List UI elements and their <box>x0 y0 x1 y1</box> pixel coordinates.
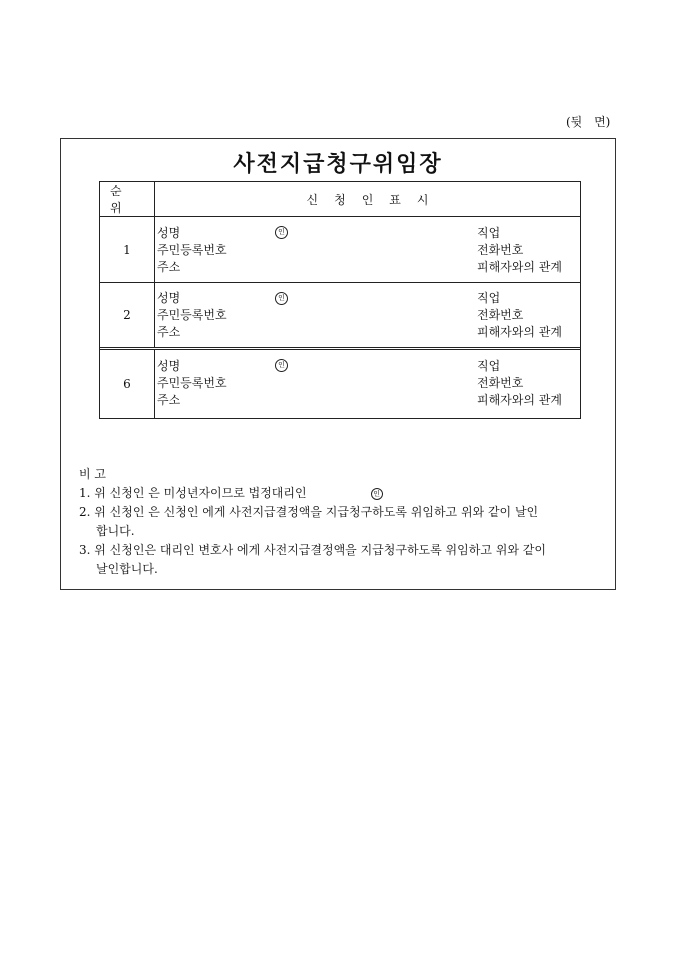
name-label: 성명 <box>157 291 181 305</box>
id-label: 주민등록번호 <box>157 308 227 322</box>
phone-label: 전화번호 <box>477 308 524 322</box>
table-row <box>100 217 580 283</box>
row-body <box>155 283 580 347</box>
remark-1-text: 1. 위 신청인 은 미성년자이므로 법정대리인 <box>79 486 307 500</box>
applicant-table <box>99 181 581 419</box>
relation-label: 피해자와의 관계 <box>477 325 562 339</box>
remarks-section <box>79 465 609 579</box>
page-side-label: (뒷 면) <box>566 115 611 129</box>
address-label: 주소 <box>157 393 181 407</box>
name-label: 성명 <box>157 359 181 373</box>
remark-1 <box>79 484 609 503</box>
relation-label: 피해자와의 관계 <box>477 260 562 274</box>
header-order: 순위 <box>100 182 155 216</box>
job-label: 직업 <box>477 291 501 305</box>
table-row <box>100 350 580 418</box>
address-label: 주소 <box>157 325 181 339</box>
document-title: 사전지급청구위임장 <box>233 151 443 177</box>
table-row <box>100 283 580 350</box>
remark-2-line-1: 2. 위 신청인 은 신청인 에게 사전지급결정액을 지급청구하도록 위임하고 위와 같이 날인 <box>79 505 539 519</box>
seal-mark-icon: 인 <box>275 359 288 372</box>
job-label: 직업 <box>477 359 501 373</box>
phone-label: 전화번호 <box>477 376 524 390</box>
header-applicant: 신청인표시 <box>306 192 445 207</box>
row-number: 6 <box>100 350 155 418</box>
address-label: 주소 <box>157 260 181 274</box>
remark-2-line-2: 합니다. <box>96 524 135 538</box>
remark-3-line-2: 날인합니다. <box>96 562 158 576</box>
row-body <box>155 217 580 282</box>
job-label: 직업 <box>477 226 501 240</box>
seal-mark-icon: 인 <box>275 292 288 305</box>
document-frame <box>60 138 616 590</box>
row-number: 2 <box>100 283 155 347</box>
table-header <box>100 182 580 217</box>
seal-mark-icon: 인 <box>275 226 288 239</box>
id-label: 주민등록번호 <box>157 243 227 257</box>
phone-label: 전화번호 <box>477 243 524 257</box>
row-number: 1 <box>100 217 155 282</box>
remarks-heading: 비 고 <box>79 467 106 481</box>
name-label: 성명 <box>157 226 181 240</box>
id-label: 주민등록번호 <box>157 376 227 390</box>
seal-mark-icon: 인 <box>371 488 383 500</box>
row-body <box>155 350 580 418</box>
remark-3-line-1: 3. 위 신청인은 대리인 변호사 에게 사전지급결정액을 지급청구하도록 위임하고 위와 같이 <box>79 543 546 557</box>
relation-label: 피해자와의 관계 <box>477 393 562 407</box>
